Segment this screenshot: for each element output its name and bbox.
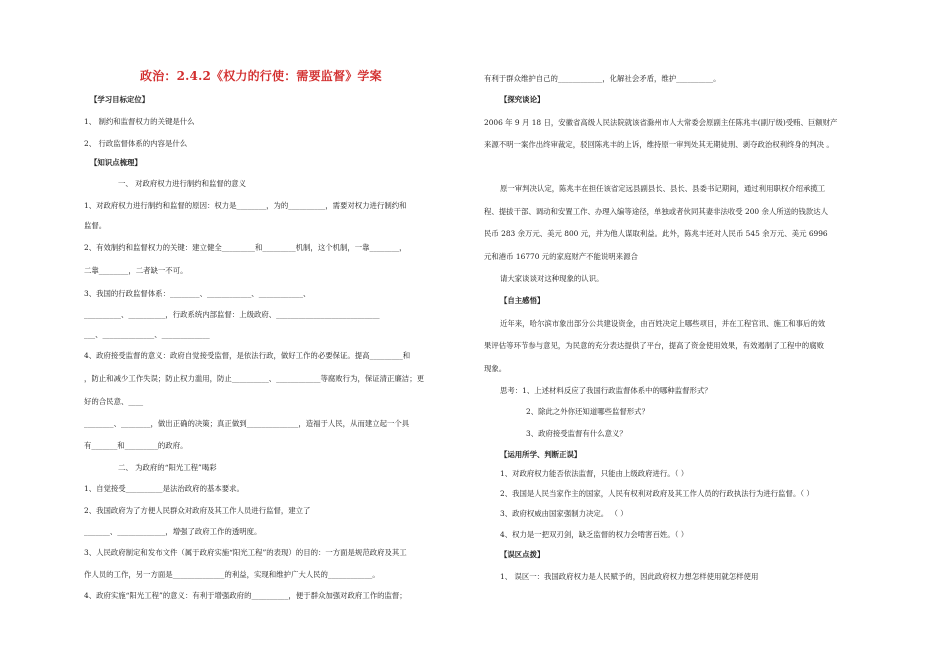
text-line: 民币 283 余万元、美元 800 元，并为他人谋取利益。此外，陈兆丰还对人民币 545 余万元、美元 6996 bbox=[484, 229, 828, 238]
text-line: 果评估等环节参与意见，为民意的充分表达提供了平台，提高了资金使用效果，有效遏制了工程中的腐败 bbox=[484, 341, 824, 350]
question-item: 3、政府接受监督有什么意义？ bbox=[526, 429, 627, 438]
text-line: ________、________，做出正确的决策；真正做到______________，造福于人民，从而建立起一个具 bbox=[84, 419, 410, 428]
text-line: 现象。 bbox=[484, 364, 507, 373]
goal-item: 1、 制约和监督权力的关键是什么 bbox=[84, 117, 195, 126]
text-line: 2006 年 9 月 18 日，安徽省高级人民法院就该省滁州市人大常委会原副主任陈兆丰(副厅级)受贿、巨额财产 bbox=[484, 118, 838, 127]
self-reflection-heading: 【自主感悟】 bbox=[500, 296, 545, 305]
text-line: _______、_____________，增强了政府工作的透明度。 bbox=[84, 527, 262, 536]
text-line: 3、我国的行政监督体系：________、____________、____________、 bbox=[84, 289, 311, 298]
explore-heading: 【探究谈论】 bbox=[500, 95, 545, 104]
text-line: 1、自觉接受__________是法治政府的基本要求。 bbox=[84, 484, 244, 493]
text-line: 作人员的工作，另一方面是______________的利益，实现和维护广大人民的____________。 bbox=[84, 570, 380, 579]
text-line: 近年来，哈尔滨市象出部分公共建设资金，由百姓决定上哪些项目，并在工程官讯、施工和事后的效 bbox=[500, 319, 826, 328]
section-title: 一、 对政府权力进行制约和监督的意义 bbox=[118, 179, 246, 188]
text-line: 4、政府实施“阳光工程”的意义：有利于增强政府的__________，便于群众加强对政府工作的监督； bbox=[84, 591, 407, 600]
judge-item: 4、权力是一把双刃剑，缺乏监督的权力会啃害百姓。（ ） bbox=[500, 530, 689, 539]
text-line: 4、政府接受监督的意义：政府自觉接受监督，是依法行政，做好工作的必要保证。提高_________和 bbox=[84, 351, 411, 360]
mistake-item: 1、 误区一：我国政府权力是人民赋予的，因此政府权力想怎样使用就怎样使用 bbox=[500, 572, 759, 581]
text-line: 有_______和_________的政府。 bbox=[84, 441, 188, 450]
judge-item: 2、我国是人民当家作主的国家，人民有权利对政府及其工作人员的行政执法行为进行监督。（ ） bbox=[500, 489, 814, 498]
judge-item: 3、政府权威由国家强制力决定。 （ ） bbox=[500, 509, 628, 518]
text-line: 好的合民意、____ bbox=[84, 397, 144, 406]
text-line: 监督。 bbox=[84, 221, 107, 230]
apply-heading: 【运用所学、判断正误】 bbox=[500, 450, 582, 459]
text-line: ___、______________、_____________ bbox=[84, 330, 210, 339]
section-title: 二、 为政府的“阳光工程”喝彩 bbox=[118, 463, 217, 472]
mistake-heading: 【误区点拨】 bbox=[500, 550, 545, 559]
text-line: 程、提拔干部、调动和安置工作、办理入编等途径，单独或者伙同其妻非法收受 200 余人所送的钱款达人 bbox=[484, 207, 828, 216]
text-line: 来源不明一案作出终审裁定，驳回陈兆丰的上诉，维持原一审判处其无期徒刑、剥夺政治权利终身的判决 。 bbox=[484, 140, 834, 149]
text-line: __________、__________，行政系统内部监督：上级政府、____________________________ bbox=[84, 310, 380, 319]
goal-item: 2、 行政监督体系的内容是什么 bbox=[84, 139, 188, 148]
learning-goals-heading: 【学习目标定位】 bbox=[90, 95, 150, 104]
judge-item: 1、对政府权力能否依法监督，只能由上级政府进行。（ ） bbox=[500, 469, 689, 478]
text-line: 2、我国政府为了方便人民群众对政府及其工作人员进行监督，建立了 bbox=[84, 506, 311, 515]
question-item: 思考：1、上述材料反应了我国行政监督体系中的哪种监督形式？ bbox=[500, 386, 712, 395]
text-line: 元和港币 16770 元的家庭财产不能说明来源合 bbox=[484, 252, 638, 261]
question-item: 2、除此之外你还知道哪些监督形式？ bbox=[526, 407, 649, 416]
text-line: ，防止和减少工作失误；防止权力滥用，防止__________、____________等腐败行为，保证清正廉洁；更 bbox=[84, 374, 424, 383]
text-line: 有利于群众维护自己的____________，化解社会矛盾，维护__________。 bbox=[484, 74, 721, 83]
knowledge-heading: 【知识点梳理】 bbox=[90, 158, 142, 167]
text-line: 二靠________，二者缺一不可。 bbox=[84, 266, 188, 275]
page-title: 政治：2.4.2《权力的行使：需要监督》学案 bbox=[140, 69, 382, 83]
text-line: 原一审判决认定，陈兆丰在担任该省定远县副县长、县长、县委书记期间，通过利用职权介绍承揽工 bbox=[500, 184, 826, 193]
text-line: 3、人民政府制定和发布文件（属于政府实施“阳光工程”的表现）的目的：一方面是规范政府及其工 bbox=[84, 548, 407, 557]
text-line: 请大家谈谈对这种现象的认识。 bbox=[500, 274, 604, 283]
text-line: 2、有效制约和监督权力的关键：建立健全_________和_________机制，这个机制，一靠________， bbox=[84, 243, 407, 252]
text-line: 1、对政府权力进行制约和监督的原因：权力是________，为的__________，需要对权力进行制约和 bbox=[84, 201, 407, 210]
